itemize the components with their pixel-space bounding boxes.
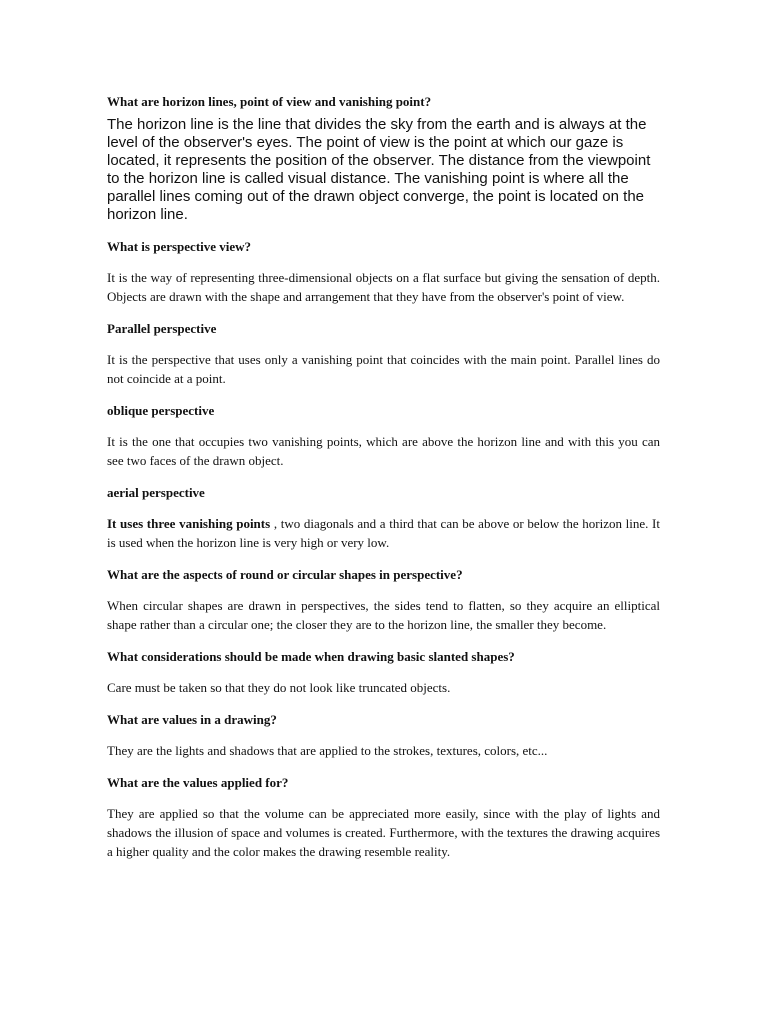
section-body: It is the perspective that uses only a vanishing point that coincides with the main point. Parallel lines do not coincide at a point. (107, 352, 660, 386)
section-heading: Parallel perspective (107, 321, 217, 336)
bold-lead-text: It uses three vanishing points (107, 516, 271, 531)
section-heading: What are horizon lines, point of view and vanishing point? (107, 94, 432, 109)
section-body: It is the way of representing three-dimensional objects on a flat surface but giving the sensation of depth. Objects are drawn with the shape and arrangement that they have from the observer's point of view. (107, 270, 660, 304)
section-heading: What are values in a drawing? (107, 712, 277, 727)
section-body: It is the one that occupies two vanishing points, which are above the horizon line and with this you can see two faces of the drawn object. (107, 434, 660, 468)
section-body: Care must be taken so that they do not look like truncated objects. (107, 680, 451, 695)
section-heading: What are the values applied for? (107, 775, 289, 790)
section-body: When circular shapes are drawn in perspectives, the sides tend to flatten, so they acquire an elliptical shape rather than a circular one; the closer they are to the horizon line, the smaller they become. (107, 598, 660, 632)
section-body: They are applied so that the volume can be appreciated more easily, since with the play of lights and shadows the illusion of space and volumes is created. Furthermore, with the textures the drawing acquires a higher quality and the color makes the drawing resemble reality. (107, 806, 660, 859)
section-heading: oblique perspective (107, 403, 215, 418)
section-body: The horizon line is the line that divides the sky from the earth and is always at the level of the observer's eyes. The point of view is the point at which our gaze is located, it represents the position of the observer. The distance from the viewpoint to the horizon line is called visual distance. The vanishing point is where all the parallel lines coming out of the drawn object converge, the point is located on the horizon line. (107, 116, 651, 223)
section-heading: What is perspective view? (107, 239, 252, 254)
body-text: , two diagonals and a third that can be above or below the horizon line. It is used when the horizon line is very high or very low. (107, 516, 660, 550)
section-body (107, 514, 660, 552)
section-heading: What are the aspects of round or circular shapes in perspective? (107, 567, 463, 582)
section-heading: aerial perspective (107, 485, 205, 500)
section-body: They are the lights and shadows that are applied to the strokes, textures, colors, etc... (107, 743, 548, 758)
section-heading: What considerations should be made when drawing basic slanted shapes? (107, 649, 515, 664)
document-page (107, 90, 660, 861)
